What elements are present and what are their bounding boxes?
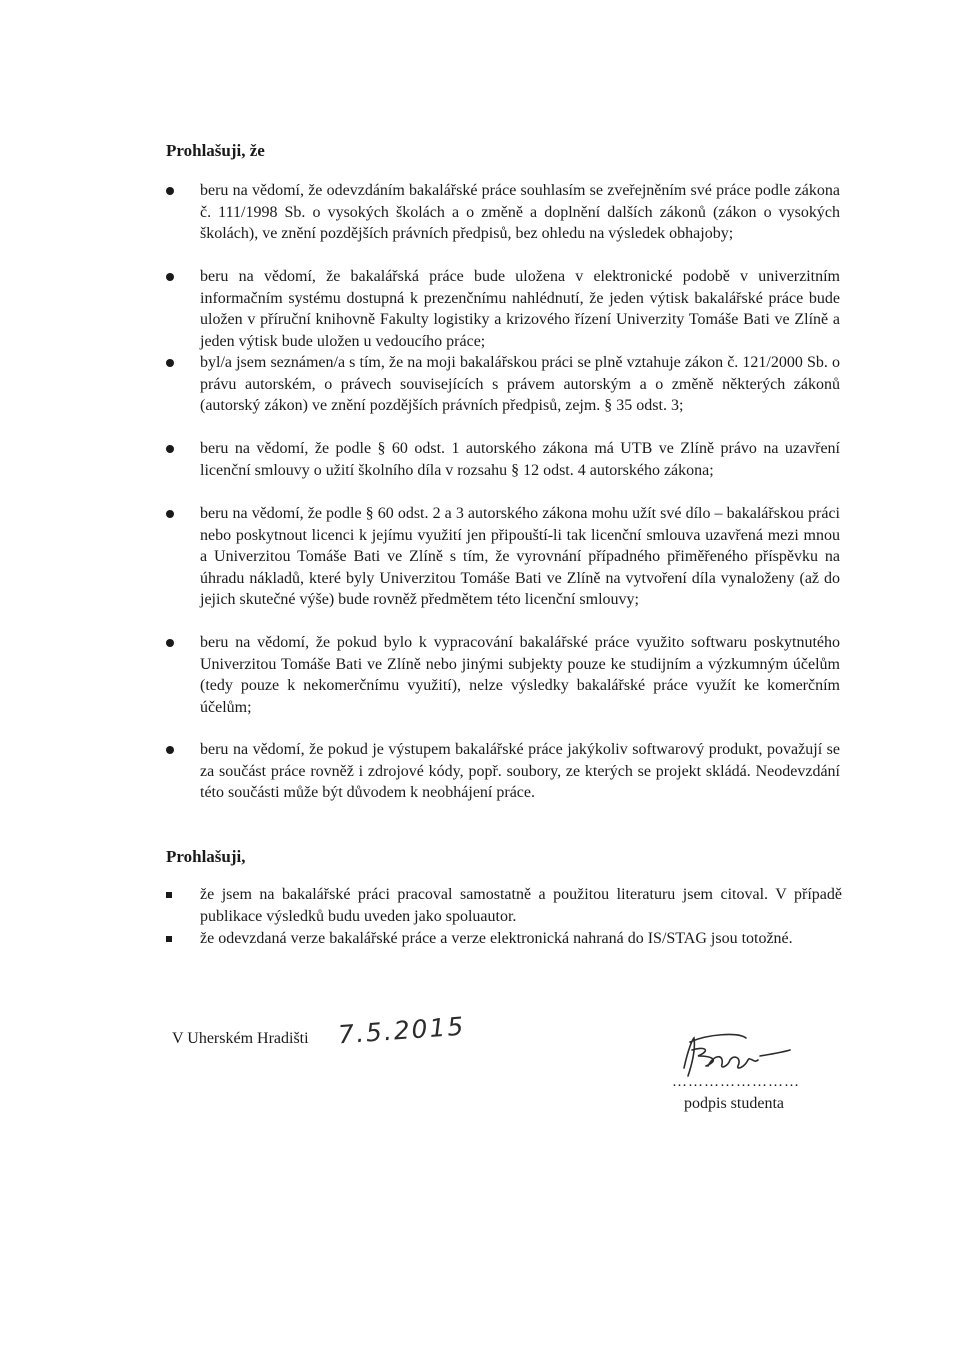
declaration-item-text: beru na vědomí, že pokud je výstupem bakalářské práce jakýkoliv softwarový produkt, považují se za součást práce rovněž i zdrojové kódy, popř. soubory, ze kterých se projekt skládá. Neodevzdání této součásti může být důvodem k neobhájení práce. xyxy=(200,741,840,801)
bullet-icon xyxy=(166,445,174,453)
bullet-icon xyxy=(166,746,174,754)
bullet-icon xyxy=(166,359,174,367)
signing-place: V Uherském Hradišti xyxy=(172,1030,309,1047)
signature-label: podpis studenta xyxy=(684,1095,784,1112)
declaration-item-text: byl/a jsem seznámen/a s tím, že na moji bakalářskou práci se plně vztahuje zákon č. 121/2000 Sb. o právu autorském, o právech souvisejících s právem autorským a o změně některých zákonů (autorský zákon) ve znění pozdějších právních předpisů, zejm. § 35 odst. 3; xyxy=(200,354,840,414)
bullet-icon xyxy=(166,510,174,518)
declaration-item-text: beru na vědomí, že pokud bylo k vypracování bakalářské práce využito softwaru poskytnutého Univerzitou Tomáše Bati ve Zlíně nebo jinými subjekty pouze ke studijním a výzkumným účelům (tedy pouze k nekomerčnímu využití), nelze výsledky bakalářské práce využít ke komerčním účelům; xyxy=(200,634,840,716)
bullet-icon xyxy=(166,273,174,281)
bullet-icon xyxy=(166,187,174,195)
signature-icon xyxy=(668,1030,818,1080)
bullet-icon xyxy=(166,639,174,647)
square-bullet-icon xyxy=(166,892,172,898)
signature-line: …………………… xyxy=(672,1074,800,1090)
handwritten-date: 7.5.2015 xyxy=(337,1011,467,1050)
declaration-item-text: beru na vědomí, že podle § 60 odst. 1 autorského zákona má UTB ve Zlíně právo na uzavření licenční smlouvy o užití školního díla v rozsahu § 12 odst. 4 autorského zákona; xyxy=(200,440,840,479)
square-bullet-icon xyxy=(166,936,172,942)
declaration-heading: Prohlašuji, že xyxy=(166,141,265,160)
declaration-item-text: beru na vědomí, že odevzdáním bakalářské práce souhlasím se zveřejněním své práce podle zákona č. 111/1998 Sb. o vysokých školách a o změně a doplnění dalších zákonů (zákon o vysokých školách), ve znění pozdějších právních předpisů, bez ohledu na výsledek obhajoby; xyxy=(200,182,840,242)
originality-item-text: že jsem na bakalářské práci pracoval samostatně a použitou literaturu jsem citoval. V případě publikace výsledků budu uveden jako spoluautor. xyxy=(200,886,842,925)
declaration-item-text: beru na vědomí, že podle § 60 odst. 2 a 3 autorského zákona mohu užít své dílo – bakalářskou práci nebo poskytnout licenci k jejímu využití jen připouští-li tak licenční smlouva uzavřená mezi mnou a Univerzitou Tomáše Bati ve Zlíně s tím, že vyrovnání případného přiměřeného příspěvku na úhradu nákladů, které byly Univerzitou Tomáše Bati ve Zlíně na vytvoření díla vynaloženy (až do jejich skutečné výše) bude rovněž předmětem této licenční smlouvy; xyxy=(200,505,840,608)
originality-heading: Prohlašuji, xyxy=(166,847,246,866)
declaration-item-text: beru na vědomí, že bakalářská práce bude uložena v elektronické podobě v univerzitním informačním systému dostupná k prezenčnímu nahlédnutí, že jeden výtisk bakalářské práce bude uložen v příruční knihovně Fakulty logistiky a krizového řízení Univerzity Tomáše Bati ve Zlíně a jeden výtisk bude uložen u vedoucího práce; xyxy=(200,268,840,350)
originality-item-text: že odevzdaná verze bakalářské práce a verze elektronická nahraná do IS/STAG jsou totožné. xyxy=(200,930,793,947)
